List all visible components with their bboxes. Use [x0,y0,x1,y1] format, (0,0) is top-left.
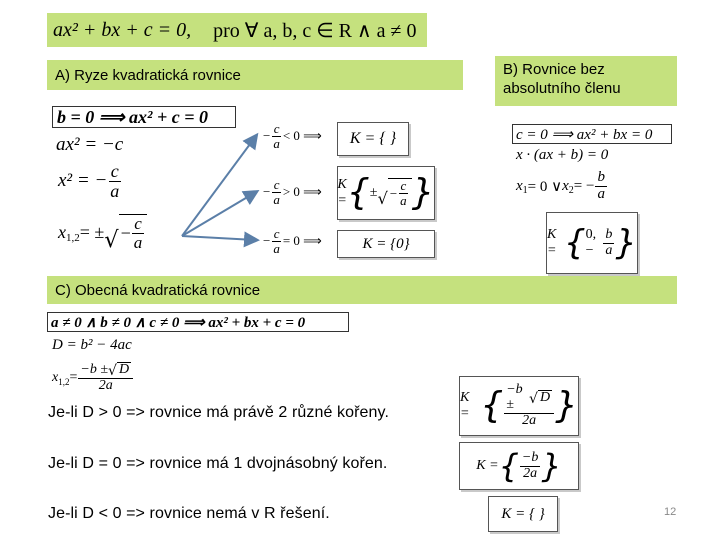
section-a-step2: x² = − $\frac{c}{a}$ [58,161,120,201]
section-a-condition: b = 0 ⟹ ax² + c = 0 [52,106,236,128]
case-arrows [170,120,270,250]
section-a-title-bar [47,60,463,90]
section-c-root-formula: x $_{1,2}$ = −b ± √ D 2a [52,362,134,393]
section-b-roots: x $_1$ = 0 ∨ x $_2$ = − $\frac{b}{a}$ [516,169,605,202]
arrow-case-positive [182,192,256,236]
header-formula-box [47,13,427,47]
case-negative: − $\frac{c}{a}$ < 0 ⟹ [263,121,322,151]
section-a-step3: x $_{1,2}$ = ± √ − $\frac{c}{a}$ [58,214,147,252]
section-c-title: C) Obecná kvadratická rovnice [55,281,261,299]
section-b-title: B) Rovnice bez absolutního členu [503,61,621,97]
section-c-discriminant: D = b² − 4ac [52,337,132,353]
result-double-root: K = { $\frac{-b}{2a}$ } [459,442,579,490]
section-a-step1: ax² = −c [56,134,124,155]
case-zero: − $\frac{c}{a}$ = 0 ⟹ [263,226,322,256]
case-positive: − $\frac{c}{a}$ > 0 ⟹ [263,177,322,207]
case-d-positive-text: Je-li D > 0 => rovnice má právě 2 různé kořeny. [48,404,390,421]
section-b-condition: c = 0 ⟹ ax² + bx = 0 [512,124,672,144]
section-b-factor: x · (ax + b) = 0 [516,147,609,163]
result-two-roots-general: K = { −b ± √ D 2a } [459,376,579,436]
arrow-case-negative [182,136,256,236]
header-formula: ax² + bx + c = 0, [53,18,192,41]
section-a-title: A) Ryze kvadratická rovnice [55,66,241,84]
section-c-condition: a ≠ 0 ∧ b ≠ 0 ∧ c ≠ 0 ⟹ ax² + bx + c = 0 [47,312,349,332]
result-two-roots: K = { ± √ − $\frac{c}{a}$ } [337,166,435,220]
arrow-case-zero [182,236,256,240]
case-d-negative-text: Je-li D < 0 => rovnice nemá v R řešení. [48,505,330,522]
case-d-zero-text: Je-li D = 0 => rovnice má 1 dvojnásobný kořen. [48,455,388,472]
result-zero-root: K = {0} [337,230,435,258]
header-condition: pro ∀ a, b, c ∈ R ∧ a ≠ 0 [213,19,417,42]
result-no-solution: K = { } [488,496,558,532]
section-c-title-bar [47,276,677,304]
section-b-title-bar [495,56,677,106]
page-number: 12 [664,506,677,518]
section-b-result: K = { 0, − $\frac{b}{a}$ } [546,212,638,274]
result-empty-set: K = { } [337,122,409,156]
